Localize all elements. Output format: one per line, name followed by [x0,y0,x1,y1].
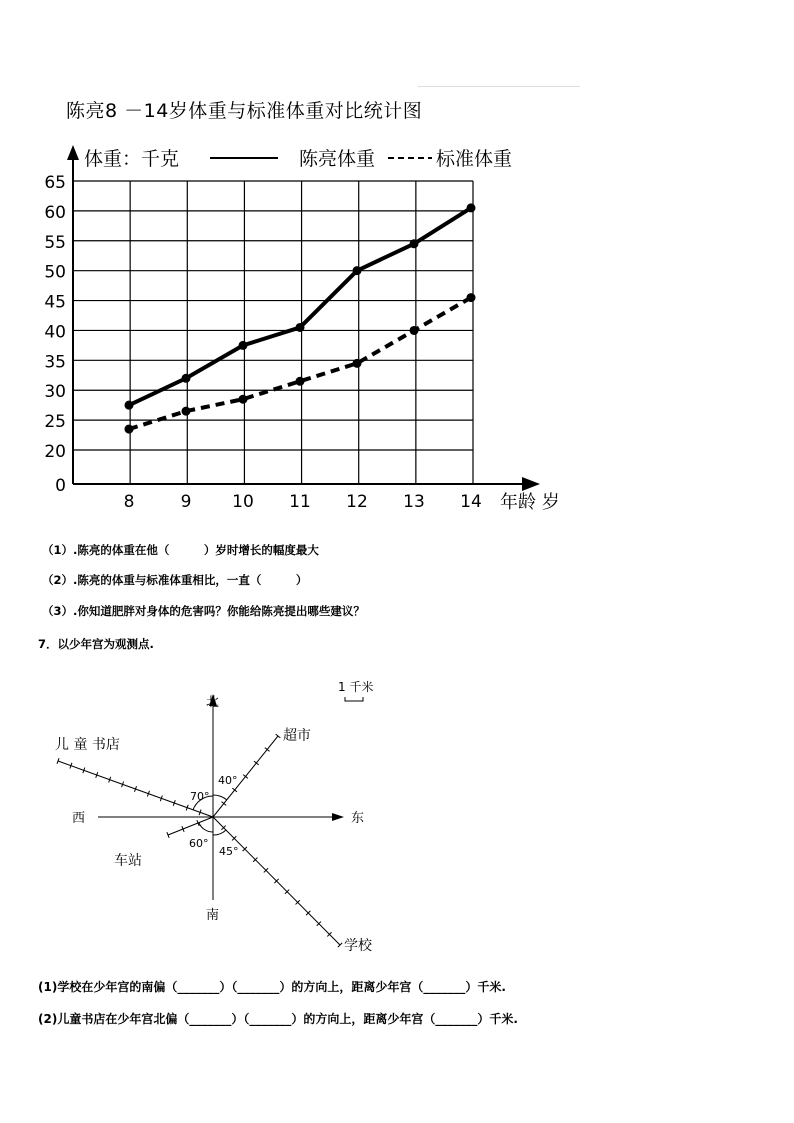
x-tick-label: 14 [460,492,482,512]
scale-label: 1 千米 [338,680,374,694]
legend-label-standard: 标准体重 [436,148,513,170]
point-chenliang [353,266,362,275]
arc-40 [213,795,227,800]
point-chenliang [410,239,419,248]
point-standard [353,359,362,368]
x-axis-label: 年龄 岁 [500,492,560,513]
angle-60: 60° [189,837,209,850]
y-tick-label: 65 [44,173,66,193]
label-supermarket: 超市 [283,728,311,744]
chart-series [125,203,476,433]
point-standard [125,425,134,434]
point-chenliang [467,203,476,212]
label-south: 南 [206,908,220,923]
point-chenliang [239,341,248,350]
compass-diagram [55,679,373,954]
y-tick-label: 60 [44,202,66,223]
x-tick-label: 8 [123,492,135,512]
question-1: （1）.陈亮的体重在他（ ）岁时增长的幅度最大 [42,543,319,557]
label-east: 东 [351,811,365,826]
point-chenliang [125,401,134,410]
chart-axes [67,145,540,491]
y-tick-label: 55 [44,232,66,253]
east-arrow [332,813,344,821]
x-tick-label: 9 [180,492,192,512]
y-axis-label: 体重：千克 [84,148,180,170]
point-standard [296,377,305,386]
point-standard [410,326,419,335]
series-line-standard [129,298,471,430]
point-chenliang [296,323,305,332]
x-tick-label: 12 [346,492,368,512]
arc-45 [213,830,226,835]
y-tick-label: 30 [44,382,66,403]
y-tick-label: 35 [44,352,66,373]
chart-legend [84,148,512,170]
angle-45: 45° [219,845,239,858]
x-axis-arrow [522,477,540,491]
label-station: 车站 [114,853,142,869]
direction-diagram [0,660,794,960]
label-north: 北 [206,695,220,710]
series-line-chenliang [129,208,471,405]
point-standard [239,395,248,404]
problem-7-heading: 7．以少年宫为观测点. [38,637,154,651]
line-chart [0,0,794,530]
angle-70: 70° [190,790,210,803]
chart-title: 陈亮8 －14岁体重与标准体重对比统计图 [66,100,423,122]
angle-40: 40° [218,774,238,787]
question-2: （2）.陈亮的体重与标准体重相比，一直（ ） [42,573,308,587]
x-tick-label: 13 [403,492,425,512]
label-school: 学校 [344,938,372,954]
label-west: 西 [72,811,86,826]
x-tick-label: 11 [289,492,311,512]
point-chenliang [182,374,191,383]
y-tick-label: 0 [55,476,66,496]
point-standard [182,407,191,416]
station-ray [168,817,213,835]
point-standard [467,293,476,302]
question-7-1: (1)学校在少年宫的南偏（_______）（_______）的方向上，距离少年宫（_______）千米. [38,980,506,994]
y-tick-label: 20 [44,442,66,462]
legend-label-chenliang: 陈亮体重 [299,148,376,170]
x-tick-label: 10 [232,492,254,512]
scale-bar [345,697,363,701]
question-3: （3）.你知道肥胖对身体的危害吗？你能给陈亮提出哪些建议？ [42,604,365,618]
question-7-2: (2)儿童书店在少年宫北偏（_______）（_______）的方向上，距离少年宫（_______）千米. [38,1012,518,1026]
y-axis-arrow [67,145,79,160]
y-tick-label: 50 [44,262,66,283]
arc-60 [199,823,213,832]
y-tick-label: 40 [44,322,66,343]
label-bookstore: 儿 童 书店 [55,737,120,753]
y-tick-label: 45 [44,292,66,313]
y-tick-label: 25 [44,412,66,433]
